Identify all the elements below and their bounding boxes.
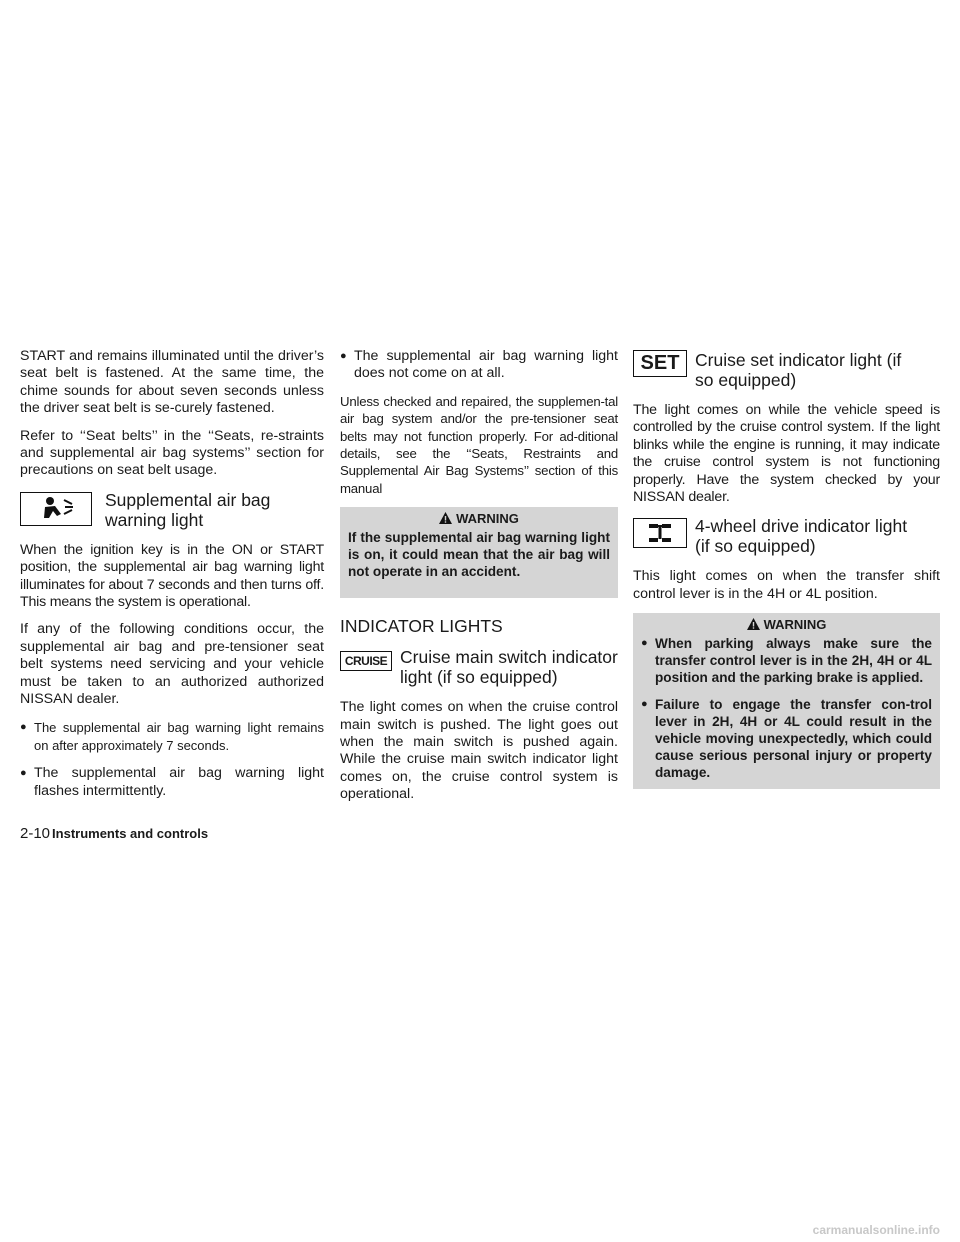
cruise-heading: [340, 647, 618, 687]
paragraph: The light comes on when the cruise control main switch is pushed. The light goes out when the main switch is pushed again. While the cruise main switch indicator light comes on, the cruise control system is operational.: [340, 699, 618, 803]
set-indicator-icon: [633, 350, 687, 377]
cruise-icon-text: CRUISE: [344, 654, 388, 669]
bullet-icon: ●: [20, 767, 27, 780]
paragraph: START and remains illuminated until the driver’s seat belt is fastened. At the same time, the chime sounds for about seven seconds unless the driver seat belt is se-curely fastened.: [20, 348, 324, 417]
cruise-indicator-icon: [340, 651, 392, 671]
airbag-title-line1: Supplemental air bag: [105, 489, 271, 510]
list-item-text: The supplemental air bag warning light flashes intermittently.: [34, 765, 324, 799]
list-item: [20, 765, 324, 800]
paragraph: Unless checked and repaired, the supplemen-tal air bag system and/or the pre-tensioner seat belts may not function properly. For ad-ditional details, see the ‘‘Seats, Restraints and Supplemental Air Bag Systems’’ section of this manual: [340, 393, 618, 496]
paragraph: This light comes on when the transfer shift control lever is in the 4H or 4L position.: [633, 568, 940, 602]
warning-text: If the supplemental air bag warning light is on, it could mean that the air bag will not operate in an accident.: [348, 530, 610, 580]
page-footer: [20, 825, 208, 842]
four-wheel-drive-icon: [633, 518, 687, 548]
warning-title: [348, 507, 610, 529]
warning-triangle-icon: [439, 512, 452, 524]
section-name: Instruments and controls: [52, 826, 209, 841]
list-item-text: The supplemental air bag warning light does not come on at all.: [354, 348, 618, 382]
list-item: [20, 719, 324, 756]
watermark: carmanualsonline.info: [812, 1223, 940, 1237]
warning-triangle-icon: [747, 618, 760, 630]
cruise-title-line1: Cruise main switch indicator: [400, 647, 618, 668]
airbag-heading: [20, 490, 324, 530]
warning-box: [340, 507, 618, 598]
paragraph: When the ignition key is in the ON or START position, the supplemental air bag warning light illuminates for about 7 seconds and then turns off. This means the system is operational.: [20, 541, 324, 611]
set-title-line2: so equipped): [695, 370, 797, 390]
warning-label: WARNING: [763, 616, 827, 632]
warning-box: [633, 613, 940, 789]
fwd-heading: [633, 516, 940, 556]
warning-title: [641, 613, 932, 635]
airbag-warning-icon: [20, 492, 92, 526]
section-title: INDICATOR LIGHTS: [340, 616, 503, 637]
list-item-text: Failure to engage the transfer con-trol lever in 2H, 4H or 4L could result in the vehicle moving unexpectedly, which could cause serious personal injury or property damage.: [655, 697, 932, 781]
bullet-icon: ●: [641, 698, 648, 711]
airbag-title-line2: warning light: [105, 509, 204, 530]
list-item-text: When parking always make sure the transfer control lever is in the 2H, 4H or 4L position and the parking brake is applied.: [655, 636, 932, 686]
fwd-title-line2: (if so equipped): [695, 536, 816, 557]
set-title-line1: Cruise set indicator light (if: [695, 350, 902, 370]
bullet-icon: ●: [20, 720, 27, 733]
paragraph: If any of the following conditions occur, the supplemental air bag and pre-tensioner seat belt systems need servicing and your vehicle must be taken to an authorized authorized NISSAN dealer.: [20, 621, 324, 708]
column-left: [20, 348, 324, 810]
column-middle: [340, 348, 618, 814]
set-heading: [633, 350, 940, 390]
column-right: [633, 348, 940, 805]
list-item-text: The supplemental air bag warning light remains on after approximately 7 seconds.: [34, 719, 324, 753]
page-number: 2-10: [20, 825, 51, 842]
paragraph: The light comes on while the vehicle speed is controlled by the cruise control system. If the light blinks while the engine is running, it may indicate the cruise control system is not functioning properly. Have the system checked by your NISSAN dealer.: [633, 402, 940, 506]
warning-label: WARNING: [456, 510, 519, 526]
list-item: [641, 696, 932, 781]
bullet-icon: ●: [641, 637, 648, 650]
fwd-title-line1: 4-wheel drive indicator light: [695, 516, 908, 537]
set-icon-text: SET: [640, 352, 680, 374]
cruise-title-line2: light (if so equipped): [400, 667, 558, 688]
paragraph: Refer to ‘‘Seat belts’’ in the ‘‘Seats, re-straints and supplemental air bag systems’’ section for precautions on seat belt usage.: [20, 427, 324, 479]
list-item: [340, 348, 618, 383]
bullet-icon: ●: [340, 350, 347, 362]
list-item: [641, 635, 932, 686]
